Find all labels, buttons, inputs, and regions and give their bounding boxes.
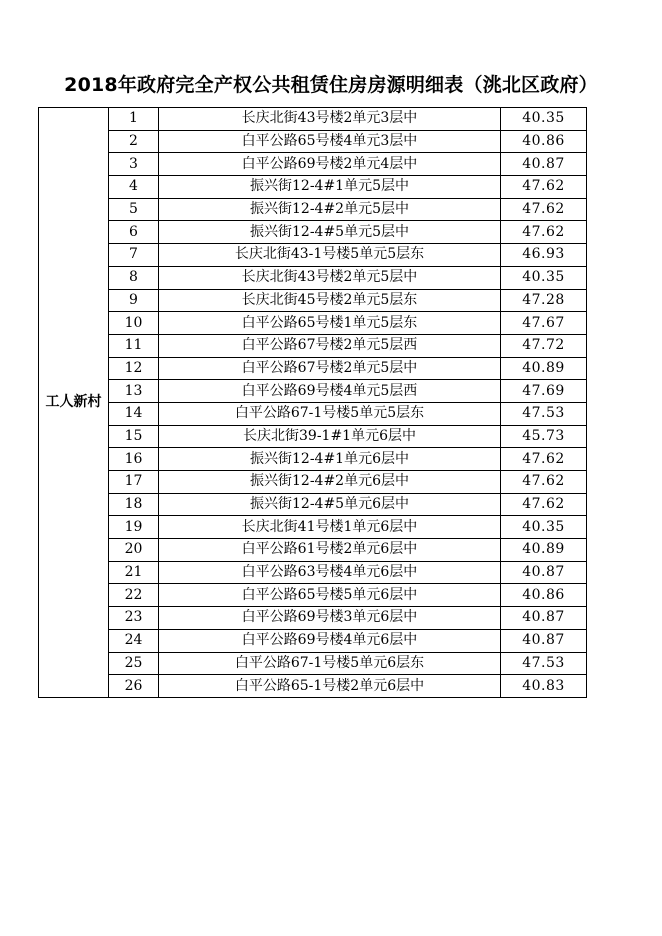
table-row xyxy=(39,108,587,131)
row-number-cell: 3 xyxy=(109,153,159,176)
floor-area-cell: 46.93 xyxy=(501,244,587,267)
row-number-cell: 6 xyxy=(109,221,159,244)
address-cell: 白平公路67-1号楼5单元6层东 xyxy=(159,652,501,675)
area-name-cell: 工人新村 xyxy=(39,108,109,698)
row-number-cell: 22 xyxy=(109,584,159,607)
row-number-cell: 17 xyxy=(109,471,159,494)
table-row xyxy=(39,130,587,153)
address-cell: 振兴街12-4#1单元6层中 xyxy=(159,448,501,471)
address-cell: 长庆北街43号楼2单元5层中 xyxy=(159,266,501,289)
floor-area-cell: 40.35 xyxy=(501,108,587,131)
row-number-cell: 25 xyxy=(109,652,159,675)
address-cell: 白平公路65号楼1单元5层东 xyxy=(159,312,501,335)
row-number-cell: 26 xyxy=(109,675,159,698)
address-cell: 白平公路69号楼3单元6层中 xyxy=(159,607,501,630)
floor-area-cell: 47.53 xyxy=(501,402,587,425)
address-cell: 白平公路61号楼2单元6层中 xyxy=(159,539,501,562)
row-number-cell: 10 xyxy=(109,312,159,335)
row-number-cell: 18 xyxy=(109,493,159,516)
row-number-cell: 23 xyxy=(109,607,159,630)
row-number-cell: 15 xyxy=(109,425,159,448)
address-cell: 长庆北街39-1#1单元6层中 xyxy=(159,425,501,448)
row-number-cell: 9 xyxy=(109,289,159,312)
table-row xyxy=(39,312,587,335)
table-row xyxy=(39,425,587,448)
table-row xyxy=(39,471,587,494)
table-row xyxy=(39,584,587,607)
table-row xyxy=(39,607,587,630)
floor-area-cell: 47.53 xyxy=(501,652,587,675)
table-row xyxy=(39,153,587,176)
address-cell: 白平公路67号楼2单元5层西 xyxy=(159,334,501,357)
floor-area-cell: 47.62 xyxy=(501,221,587,244)
row-number-cell: 14 xyxy=(109,402,159,425)
table-row xyxy=(39,198,587,221)
floor-area-cell: 47.62 xyxy=(501,176,587,199)
address-cell: 振兴街12-4#2单元5层中 xyxy=(159,198,501,221)
address-cell: 白平公路69号楼4单元6层中 xyxy=(159,629,501,652)
row-number-cell: 8 xyxy=(109,266,159,289)
table-row xyxy=(39,448,587,471)
address-cell: 白平公路67-1号楼5单元5层东 xyxy=(159,402,501,425)
floor-area-cell: 40.86 xyxy=(501,584,587,607)
row-number-cell: 1 xyxy=(109,108,159,131)
floor-area-cell: 40.35 xyxy=(501,516,587,539)
floor-area-cell: 47.62 xyxy=(501,448,587,471)
row-number-cell: 24 xyxy=(109,629,159,652)
table-body xyxy=(39,108,587,698)
table-row xyxy=(39,539,587,562)
floor-area-cell: 47.72 xyxy=(501,334,587,357)
floor-area-cell: 47.62 xyxy=(501,471,587,494)
address-cell: 长庆北街41号楼1单元6层中 xyxy=(159,516,501,539)
address-cell: 白平公路69号楼4单元5层西 xyxy=(159,380,501,403)
row-number-cell: 11 xyxy=(109,334,159,357)
row-number-cell: 7 xyxy=(109,244,159,267)
address-cell: 白平公路65-1号楼2单元6层中 xyxy=(159,675,501,698)
row-number-cell: 20 xyxy=(109,539,159,562)
floor-area-cell: 47.67 xyxy=(501,312,587,335)
row-number-cell: 5 xyxy=(109,198,159,221)
table-row xyxy=(39,675,587,698)
row-number-cell: 19 xyxy=(109,516,159,539)
table-row xyxy=(39,176,587,199)
table-row xyxy=(39,516,587,539)
table-row xyxy=(39,334,587,357)
floor-area-cell: 47.62 xyxy=(501,198,587,221)
floor-area-cell: 40.86 xyxy=(501,130,587,153)
row-number-cell: 4 xyxy=(109,176,159,199)
floor-area-cell: 40.89 xyxy=(501,539,587,562)
table-row xyxy=(39,561,587,584)
page-title: 2018年政府完全产权公共租赁住房房源明细表（洮北区政府） xyxy=(64,74,598,96)
floor-area-cell: 40.87 xyxy=(501,153,587,176)
floor-area-cell: 40.89 xyxy=(501,357,587,380)
floor-area-cell: 47.62 xyxy=(501,493,587,516)
row-number-cell: 13 xyxy=(109,380,159,403)
floor-area-cell: 45.73 xyxy=(501,425,587,448)
floor-area-cell: 40.83 xyxy=(501,675,587,698)
table-row xyxy=(39,221,587,244)
floor-area-cell: 47.28 xyxy=(501,289,587,312)
table-row xyxy=(39,357,587,380)
address-cell: 白平公路65号楼4单元3层中 xyxy=(159,130,501,153)
table-row xyxy=(39,266,587,289)
floor-area-cell: 40.87 xyxy=(501,629,587,652)
address-cell: 振兴街12-4#5单元6层中 xyxy=(159,493,501,516)
table-row xyxy=(39,380,587,403)
table-row xyxy=(39,493,587,516)
row-number-cell: 2 xyxy=(109,130,159,153)
row-number-cell: 21 xyxy=(109,561,159,584)
table-row xyxy=(39,244,587,267)
table-row xyxy=(39,629,587,652)
address-cell: 白平公路67号楼2单元5层中 xyxy=(159,357,501,380)
address-cell: 白平公路63号楼4单元6层中 xyxy=(159,561,501,584)
floor-area-cell: 40.35 xyxy=(501,266,587,289)
address-cell: 振兴街12-4#5单元5层中 xyxy=(159,221,501,244)
address-cell: 长庆北街43-1号楼5单元5层东 xyxy=(159,244,501,267)
row-number-cell: 16 xyxy=(109,448,159,471)
address-cell: 长庆北街45号楼2单元5层东 xyxy=(159,289,501,312)
housing-table xyxy=(38,107,587,698)
address-cell: 白平公路65号楼5单元6层中 xyxy=(159,584,501,607)
floor-area-cell: 40.87 xyxy=(501,561,587,584)
address-cell: 长庆北街43号楼2单元3层中 xyxy=(159,108,501,131)
floor-area-cell: 40.87 xyxy=(501,607,587,630)
address-cell: 振兴街12-4#1单元5层中 xyxy=(159,176,501,199)
address-cell: 白平公路69号楼2单元4层中 xyxy=(159,153,501,176)
row-number-cell: 12 xyxy=(109,357,159,380)
table-row xyxy=(39,652,587,675)
floor-area-cell: 47.69 xyxy=(501,380,587,403)
table-row xyxy=(39,402,587,425)
table-row xyxy=(39,289,587,312)
address-cell: 振兴街12-4#2单元6层中 xyxy=(159,471,501,494)
